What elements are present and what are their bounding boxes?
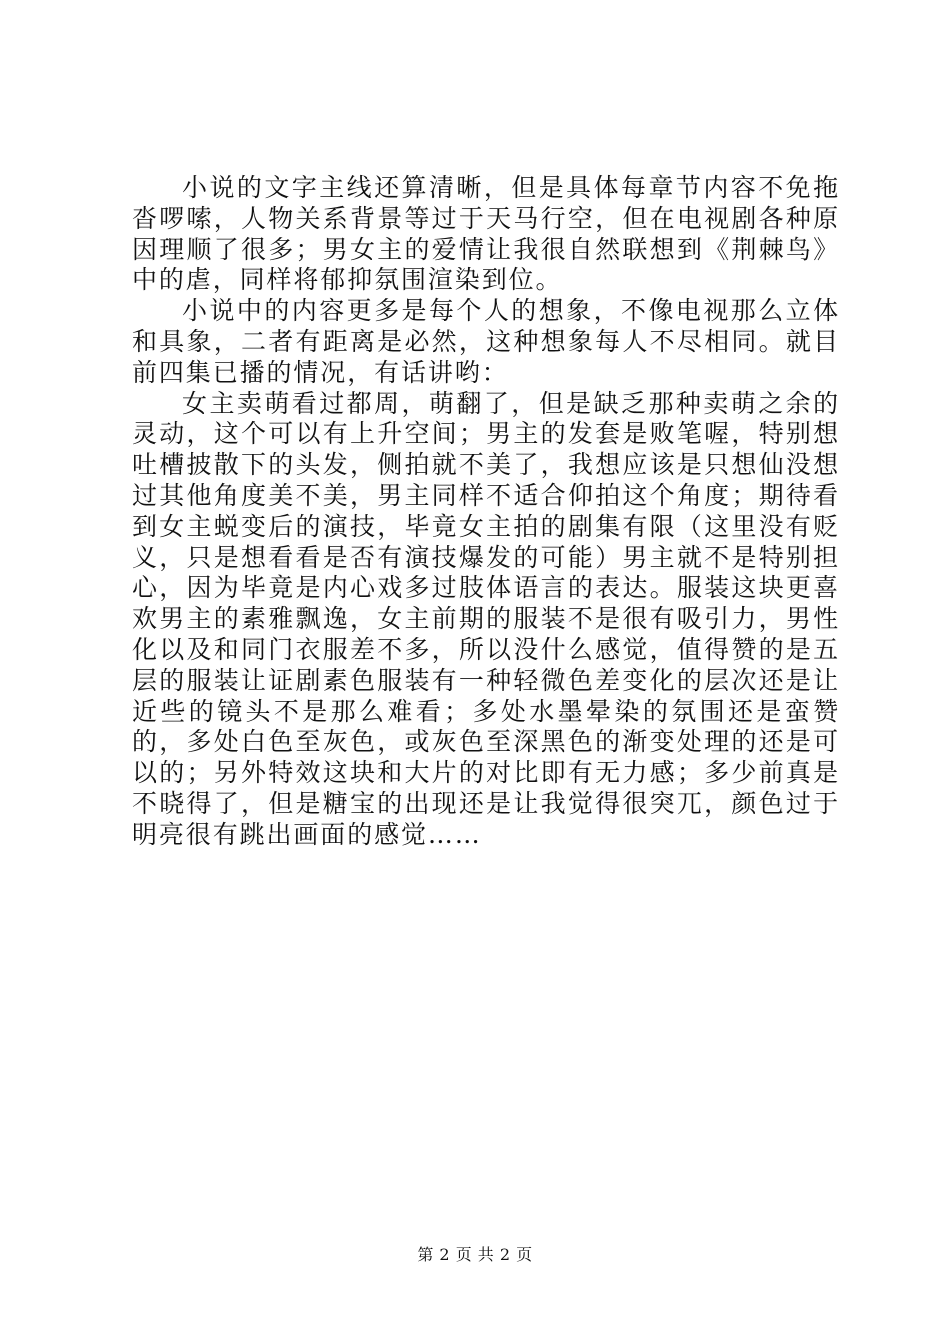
paragraph: 女主卖萌看过都周，萌翻了，但是缺乏那种卖萌之余的灵动，这个可以有上升空间；男主的发套是败笔喔，特别想吐槽披散下的头发，侧拍就不美了，我想应该是只想仙没想过其他角度美不美，男主同样不适合仰拍这个角度；期待看到女主蜕变后的演技，毕竟女主拍的剧集有限（这里没有贬义，只是想看看是否有演技爆发的可能）男主就不是特别担心，因为毕竟是内心戏多过肢体语言的表达。服装这块更喜欢男主的素雅飘逸，女主前期的服装不是很有吸引力，男性化以及和同门衣服差不多，所以没什么感觉，值得赞的是五层的服装让证剧素色服装有一种轻微色差变化的层次还是让近些的镜头不是那么难看；多处水墨晕染的氛围还是蛮赞的，多处白色至灰色，或灰色至深黑色的渐变处理的还是可以的；另外特效这块和大片的对比即有无力感；多少前真是不晓得了，但是糖宝的出现还是让我觉得很突兀，颜色过于明亮很有跳出画面的感觉……	[132, 388, 840, 849]
paragraph: 小说中的内容更多是每个人的想象，不像电视那么立体和具象，二者有距离是必然，这种想象每人不尽相同。就目前四集已播的情况，有话讲哟：	[132, 296, 840, 387]
document-body	[132, 173, 840, 851]
paragraph: 小说的文字主线还算清晰，但是具体每章节内容不免拖沓啰嗦，人物关系背景等过于天马行空，但在电视剧各种原因理顺了很多；男女主的爱情让我很自然联想到《荆棘鸟》中的虐，同样将郁抑氛围渲染到位。	[132, 173, 840, 295]
page-footer: 第 2 页 共 2 页	[417, 1245, 533, 1264]
